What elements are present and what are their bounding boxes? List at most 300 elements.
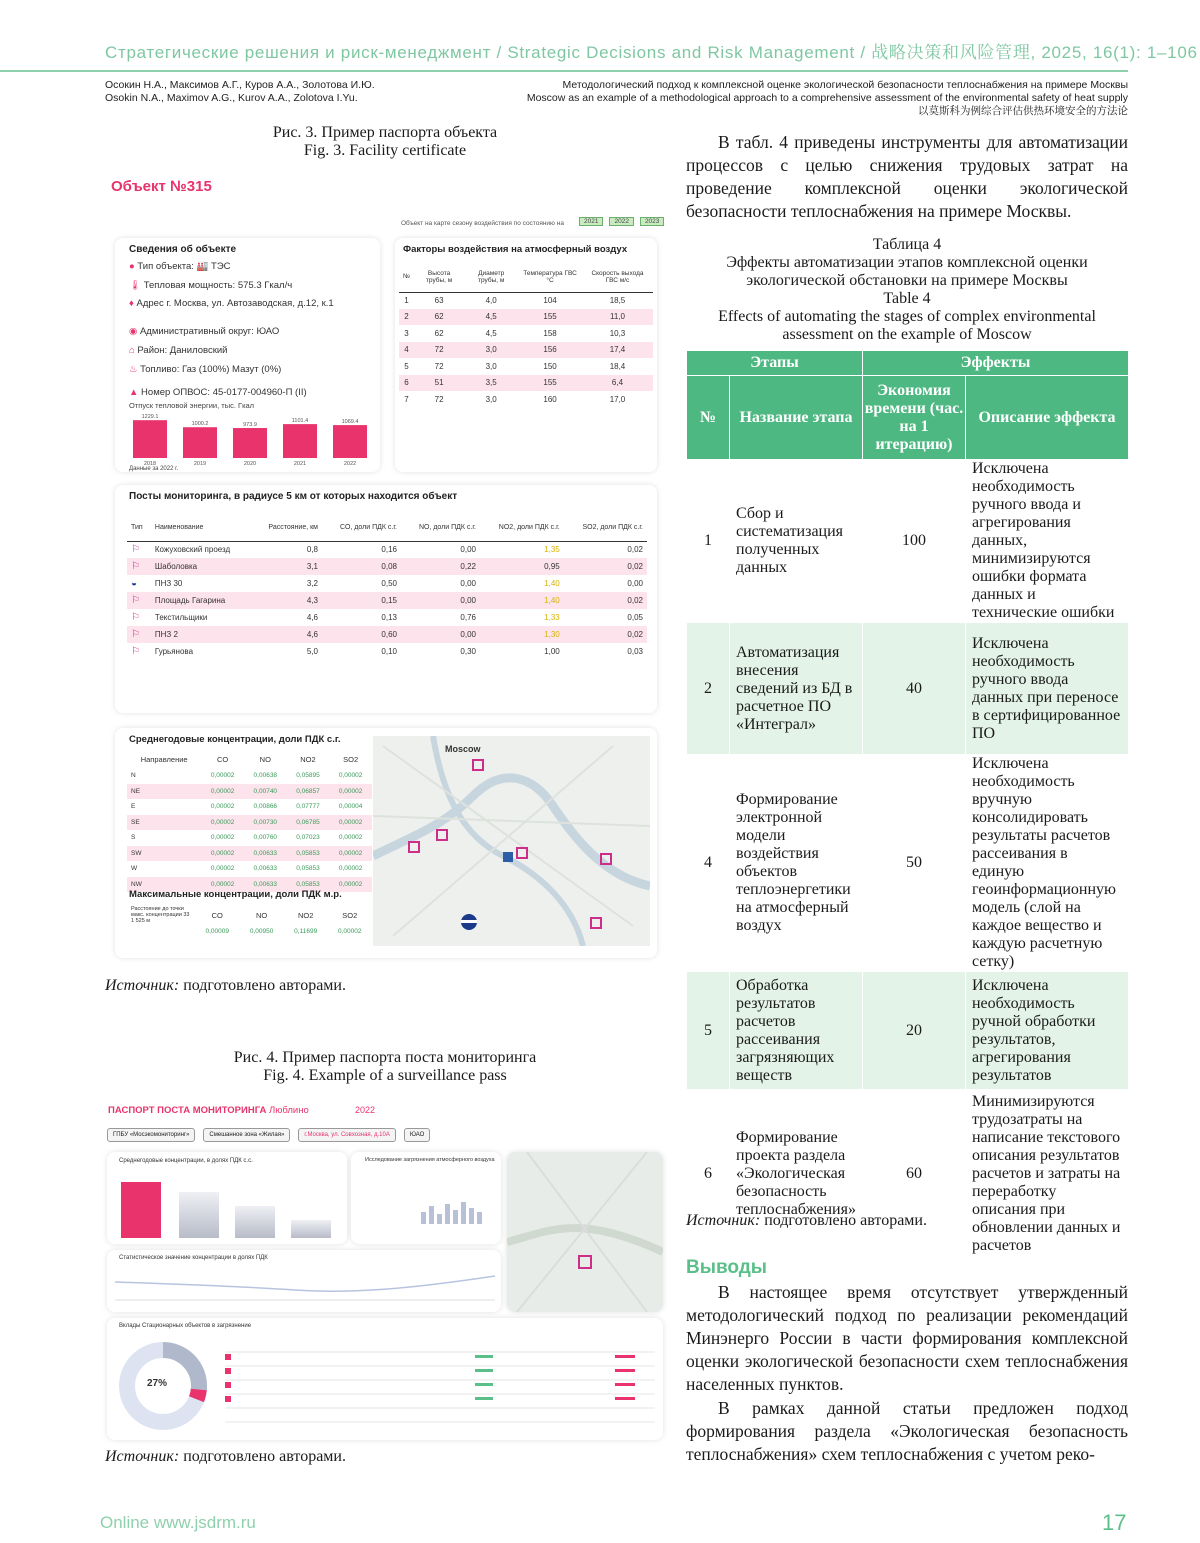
table4-col-no: № bbox=[687, 376, 730, 460]
facility-map[interactable] bbox=[373, 736, 650, 946]
post-value: 1,00 bbox=[544, 647, 560, 656]
fig3-source: Источник: подготовлено авторами. bbox=[105, 977, 346, 994]
annual-row bbox=[127, 815, 372, 831]
annual-value: 0,00002 bbox=[338, 834, 363, 842]
max-header-cell: NO bbox=[255, 910, 268, 920]
post-value: 0,15 bbox=[381, 596, 397, 605]
factors-cell: 6,4 bbox=[611, 378, 624, 388]
factors-cell: 3 bbox=[404, 328, 409, 338]
max-header-cell: Расстояние до точки макс. концентрации 33 1 525 м bbox=[131, 906, 190, 924]
running-title-en: Moscow as an example of a methodological approach to a comprehensive assessment of the environmental safety of heat supply bbox=[526, 92, 1128, 104]
annual-concentrations-table bbox=[127, 750, 372, 892]
emission-factors-table bbox=[399, 262, 653, 408]
post-value: 0,16 bbox=[381, 545, 397, 555]
annual-value: 0,00002 bbox=[210, 818, 235, 826]
conclusions-paragraph-1: В настоящее время отсутствует утвержденный методологический подход по реализации рекомендаций Минэнерго России в части формирования комплексной оценки экологической безопасности схем теплоснабжения населенных пунктов. bbox=[686, 1282, 1128, 1394]
conclusions-paragraph-2: В рамках данной статьи предложен подход формирования раздела «Экологическая безопасность теплоснабжения» схем теплоснабжения с учетом реко- bbox=[686, 1398, 1128, 1464]
year-2021-button[interactable]: 2021 bbox=[579, 217, 603, 226]
fig4-caption-ru: Рис. 4. Пример паспорта поста мониторинга bbox=[233, 1049, 537, 1066]
factors-cell: 72 bbox=[434, 345, 444, 355]
table4-cell-stage: Обработка результатов расчетов рассеивания загрязняющих веществ bbox=[730, 972, 863, 1090]
footer-website[interactable]: Online www.jsdrm.ru bbox=[100, 1513, 256, 1532]
factors-row bbox=[399, 342, 653, 359]
table4-source: Источник: подготовлено авторами. bbox=[686, 1212, 927, 1229]
release-bar-label: 973.9 bbox=[243, 422, 257, 429]
max-row bbox=[127, 924, 372, 938]
table4-row bbox=[687, 623, 1129, 755]
release-bar bbox=[333, 425, 367, 458]
data-note: Данные за 2022 г. bbox=[129, 466, 179, 472]
post-type-icon: ⚐ bbox=[131, 612, 140, 623]
factors-row bbox=[399, 325, 653, 342]
table4-cell-stage: Сбор и систематизация полученных данных bbox=[730, 460, 863, 623]
object-district: ◉ Административный округ: ЮАО bbox=[129, 326, 280, 337]
factors-cell: 3,5 bbox=[485, 378, 497, 388]
release-category-label: 2019 bbox=[193, 461, 207, 466]
factors-header-cell: Диаметр трубы, м bbox=[464, 262, 518, 292]
table4-group-stages: Этапы bbox=[687, 351, 863, 376]
max-value: 0,00002 bbox=[338, 927, 362, 935]
chip-district[interactable]: ЮАО bbox=[404, 1128, 430, 1142]
annual-value: 0,00002 bbox=[338, 865, 363, 873]
monitoring-posts-table bbox=[127, 515, 647, 660]
table4-cell-savings: 40 bbox=[862, 623, 965, 755]
table4-caption-ru-num: Таблица 4 bbox=[872, 236, 942, 253]
map-city-label: Moscow bbox=[445, 744, 481, 754]
map-graphic bbox=[373, 736, 650, 946]
post-value: 3,2 bbox=[306, 579, 318, 588]
release-bar-label: 1101.4 bbox=[291, 418, 309, 425]
running-title-zh: 以莫斯科为例综合评估供热环境安全的方法论 bbox=[918, 105, 1128, 117]
object-area: ⌂ Район: Даниловский bbox=[129, 345, 228, 356]
factors-row bbox=[399, 375, 653, 392]
chip-address[interactable]: г.Москва, ул. Совхозная, д.10А bbox=[298, 1128, 396, 1142]
post-type-icon: ⚐ bbox=[131, 595, 140, 606]
monitoring-posts-card bbox=[115, 485, 657, 713]
factors-header-cell: Скорость выхода ГВС м/с bbox=[582, 262, 653, 292]
posts-row bbox=[127, 592, 647, 609]
monitoring-posts-title: Посты мониторинга, в радиусе 5 км от которых находится объект bbox=[129, 491, 458, 502]
post-type-icon: ◒ bbox=[131, 578, 138, 589]
table4-row bbox=[687, 755, 1129, 972]
factors-cell: 4,5 bbox=[485, 328, 497, 338]
table4-cell-savings: 50 bbox=[862, 755, 965, 972]
annual-row bbox=[127, 861, 372, 877]
factors-cell: 10,3 bbox=[609, 328, 626, 338]
object-title: Объект №315 bbox=[111, 178, 212, 195]
post-type-icon: ⚐ bbox=[131, 629, 140, 640]
annual-value: 0,00002 bbox=[210, 865, 235, 873]
running-title bbox=[527, 79, 1128, 118]
bar-no bbox=[235, 1206, 275, 1238]
object-address: ♦ Адрес г. Москва, ул. Автозаводская, д.12, к.1 bbox=[129, 298, 334, 309]
factors-cell: 3,0 bbox=[485, 345, 497, 355]
fig4-caption-en: Fig. 4. Example of a surveillance pass bbox=[263, 1067, 507, 1084]
release-category-label: 2018 bbox=[143, 461, 157, 466]
max-spacer bbox=[127, 924, 195, 938]
release-category-label: 2022 bbox=[343, 461, 357, 466]
posts-row bbox=[127, 558, 647, 575]
post-value: 0,50 bbox=[381, 579, 397, 588]
post-name: ПНЗ 2 bbox=[154, 630, 178, 639]
pass-map[interactable] bbox=[507, 1152, 663, 1312]
fig3-caption bbox=[105, 124, 665, 160]
table4-body bbox=[687, 460, 1129, 1258]
annual-value: 0,06857 bbox=[296, 787, 320, 795]
pass-title: ПАСПОРТ ПОСТА МОНИТОРИНГА bbox=[108, 1105, 267, 1116]
factors-cell: 4,0 bbox=[485, 296, 497, 305]
factors-header-cell: Высота трубы, м bbox=[414, 262, 464, 292]
factors-header-row bbox=[399, 262, 653, 292]
table4-cell-no: 2 bbox=[687, 623, 730, 755]
surveillance-pass-figure bbox=[105, 1088, 665, 1443]
post-value: 1,30 bbox=[544, 630, 560, 639]
mini-bars bbox=[421, 1202, 482, 1224]
table4-caption-en-title: Effects of automating the stages of complex environmental assessment on the example of Moscow bbox=[718, 308, 1096, 343]
factors-cell: 155 bbox=[543, 378, 557, 388]
year-2022-button[interactable]: 2022 bbox=[609, 217, 633, 226]
post-value: 0,10 bbox=[381, 647, 397, 656]
annual-value: 0,00002 bbox=[210, 772, 235, 780]
post-name: Шаболовка bbox=[154, 562, 198, 571]
intro-paragraph: В табл. 4 приведены инструменты для автоматизации процессов с целью снижения трудовых затрат на проведение комплексной оценки экологической безопасности теплоснабжения на примере Москвы. bbox=[686, 132, 1128, 221]
factors-cell: 160 bbox=[543, 394, 557, 404]
factors-cell: 72 bbox=[434, 394, 444, 404]
fig4-source: Источник: подготовлено авторами. bbox=[105, 1448, 346, 1465]
table4-row bbox=[687, 972, 1129, 1090]
annual-value: 0,00730 bbox=[253, 818, 278, 826]
factors-cell: 62 bbox=[434, 328, 444, 338]
table4-cell-savings: 60 bbox=[862, 1090, 965, 1258]
factors-cell: 2 bbox=[404, 312, 409, 322]
release-bar bbox=[283, 424, 317, 458]
annual-value: 0,05853 bbox=[296, 865, 320, 873]
max-concentrations-title: Максимальные концентрации, доли ПДК м.р. bbox=[129, 889, 342, 900]
post-value: 0,02 bbox=[627, 545, 643, 555]
table4-cell-stage: Автоматизация внесения сведений из БД в расчетное ПО «Интеграл» bbox=[730, 623, 863, 755]
release-bar bbox=[133, 420, 167, 458]
post-value: 0,02 bbox=[627, 630, 643, 639]
post-name: Площадь Гагарина bbox=[154, 596, 226, 605]
factors-cell: 5 bbox=[404, 361, 409, 371]
post-value: 0,02 bbox=[627, 596, 643, 605]
max-concentrations-table bbox=[127, 906, 372, 938]
factors-row bbox=[399, 309, 653, 326]
factors-cell: 51 bbox=[434, 378, 444, 388]
factors-cell: 63 bbox=[434, 296, 444, 305]
post-type-icon: ⚐ bbox=[131, 646, 140, 657]
annual-value: 0,00002 bbox=[210, 849, 235, 857]
annual-row bbox=[127, 768, 372, 784]
factors-cell: 62 bbox=[434, 312, 444, 322]
posts-row bbox=[127, 626, 647, 643]
annual-value: 0,00002 bbox=[210, 803, 235, 811]
table4-cell-savings: 100 bbox=[862, 460, 965, 623]
table4-caption-ru-title: Эффекты автоматизации этапов комплексной оценки экологической обстановки на примере Москвы bbox=[726, 254, 1088, 289]
release-bar-label: 1069.4 bbox=[341, 419, 359, 426]
bar-co bbox=[179, 1192, 219, 1238]
pass-statistics-panel bbox=[107, 1250, 501, 1312]
annual-direction: N bbox=[131, 772, 136, 780]
max-header-cell: NO2 bbox=[297, 910, 314, 920]
factors-cell: 3,0 bbox=[485, 394, 497, 404]
annual-value: 0,00760 bbox=[253, 834, 278, 842]
post-value: 4,6 bbox=[306, 613, 318, 622]
table4-cell-no: 6 bbox=[687, 1090, 730, 1258]
annual-value: 0,00002 bbox=[338, 818, 363, 826]
factors-cell: 6 bbox=[404, 378, 409, 388]
annual-direction: SW bbox=[131, 849, 142, 857]
annual-row bbox=[127, 830, 372, 846]
pass-year[interactable]: 2022 bbox=[355, 1105, 376, 1115]
annual-value: 0,06785 bbox=[296, 818, 320, 826]
table4-cell-no: 1 bbox=[687, 460, 730, 623]
contribution-table-graphic bbox=[225, 1338, 655, 1434]
factors-cell: 104 bbox=[543, 296, 557, 305]
table4-col-stage: Название этапа bbox=[730, 376, 863, 460]
factors-cell: 156 bbox=[543, 345, 557, 355]
annual-value: 0,00638 bbox=[253, 772, 278, 780]
table4-group-effects: Эффекты bbox=[862, 351, 1128, 376]
fig3-caption-ru: Рис. 3. Пример паспорта объекта bbox=[272, 124, 498, 141]
factors-header-cell: № bbox=[399, 262, 414, 292]
table4-cell-desc: Исключена необходимость ручного ввода данных при переносе в сертифицированное ПО bbox=[965, 623, 1128, 755]
max-value: 0,11699 bbox=[294, 927, 318, 935]
factors-header-cell: Температура ГВС °С bbox=[518, 262, 582, 292]
post-value: 0,13 bbox=[381, 613, 397, 622]
factors-row bbox=[399, 391, 653, 408]
authors-ru: Осокин Н.А., Максимов А.Г., Куров А.А., Золотова И.Ю. bbox=[105, 79, 375, 91]
bar-so2 bbox=[291, 1220, 331, 1238]
post-value: 1,33 bbox=[544, 613, 560, 622]
post-value: 4,3 bbox=[306, 596, 318, 605]
post-value: 0,05 bbox=[627, 613, 643, 622]
bar-no2 bbox=[121, 1182, 161, 1238]
table4-cell-desc: Исключена необходимость вручную консолидировать результаты расчетов рассеивания в единую геоинформационную модель (слой на каждое вещество и каждую расчетную сетку) bbox=[965, 755, 1128, 972]
release-category-label: 2021 bbox=[293, 461, 307, 466]
posts-row bbox=[127, 643, 647, 660]
post-value: 1,40 bbox=[544, 596, 560, 605]
posts-header-cell: NO2, доли ПДК с.г. bbox=[480, 515, 564, 541]
annual-concentrations-title: Среднегодовые концентрации, доли ПДК с.г. bbox=[129, 734, 341, 745]
table4-cell-no: 5 bbox=[687, 972, 730, 1090]
annual-direction: W bbox=[131, 865, 138, 873]
annual-direction: S bbox=[131, 834, 136, 842]
post-value: 1,35 bbox=[544, 545, 560, 555]
factors-row bbox=[399, 292, 653, 309]
object-power: 🌡 Тепловая мощность: 575.3 Гкал/ч bbox=[129, 280, 293, 291]
pass-annual-title: Среднегодовые концентрации, в долях ПДК с.с. bbox=[119, 1158, 253, 1164]
annual-header-cell: SO2 bbox=[343, 754, 359, 764]
post-value: 3,1 bbox=[306, 562, 318, 571]
running-title-ru: Методологический подход к комплексной оценке экологической безопасности теплоснабжения на примере Москвы bbox=[562, 79, 1128, 91]
annual-value: 0,00004 bbox=[338, 803, 363, 811]
posts-header-cell: Тип bbox=[127, 515, 151, 541]
post-name: Кожуховский проезд bbox=[154, 545, 231, 555]
post-value: 0,00 bbox=[460, 579, 476, 588]
post-value: 0,00 bbox=[460, 545, 476, 555]
post-type-icon: ⚐ bbox=[131, 544, 140, 556]
factors-cell: 18,5 bbox=[609, 296, 626, 305]
object-fuel: ♨ Топливо: Газ (100%) Мазут (0%) bbox=[129, 364, 282, 375]
annual-value: 0,00002 bbox=[338, 787, 363, 795]
annual-value: 0,00633 bbox=[253, 865, 278, 873]
pass-subtitle: Люблино bbox=[269, 1105, 309, 1116]
post-name: Гурьянова bbox=[154, 647, 194, 656]
page-number: 17 bbox=[1102, 1510, 1127, 1535]
table4-cell-stage: Формирование проекта раздела «Экологическая безопасность теплоснабжения» bbox=[730, 1090, 863, 1258]
table4-cell-desc: Минимизируются трудозатраты на написание текстового описания результатов расчетов и затраты на переработку описания при обновлении данных и расчетов bbox=[965, 1090, 1128, 1258]
annual-header-cell: CO bbox=[217, 754, 229, 764]
max-value: 0,00950 bbox=[249, 927, 274, 935]
year-2023-button[interactable]: 2023 bbox=[640, 217, 664, 226]
object-permit: ▲ Номер ОПВОС: 45-0177-004960-П (II) bbox=[129, 387, 307, 398]
factors-cell: 11,0 bbox=[609, 312, 625, 322]
max-header-cell: SO2 bbox=[342, 910, 358, 920]
pass-annual-panel bbox=[107, 1152, 347, 1244]
year-toggle bbox=[579, 217, 664, 226]
object-type: ● Тип объекта: 🏭 ТЭС bbox=[129, 261, 231, 272]
annual-value: 0,00002 bbox=[338, 880, 363, 888]
release-bar-label: 1000.2 bbox=[191, 421, 209, 428]
annual-value: 0,00002 bbox=[210, 880, 235, 888]
object-info-card bbox=[115, 238, 380, 472]
annual-value: 0,00002 bbox=[338, 772, 363, 780]
annual-concentrations-card bbox=[115, 728, 657, 958]
factors-cell: 72 bbox=[434, 361, 444, 371]
pass-statistics-title: Статистическое значение концентрации в долях ПДК bbox=[119, 1255, 268, 1261]
factors-cell: 17,0 bbox=[609, 394, 626, 404]
post-value: 1,40 bbox=[544, 579, 560, 588]
release-bar bbox=[183, 427, 217, 458]
table4-cell-stage: Формирование электронной модели воздействия объектов теплоэнергетики на атмосферный воздух bbox=[730, 755, 863, 972]
annual-direction: E bbox=[131, 803, 136, 811]
post-value: 0,00 bbox=[627, 579, 643, 588]
factors-cell: 1 bbox=[404, 296, 409, 305]
max-header-row bbox=[127, 906, 372, 924]
table4-row bbox=[687, 1090, 1129, 1258]
annual-header-cell: Направление bbox=[140, 754, 188, 764]
pass-map-graphic bbox=[507, 1152, 663, 1312]
post-value: 0,22 bbox=[460, 562, 476, 571]
annual-value: 0,00002 bbox=[338, 849, 363, 857]
annual-value: 0,00002 bbox=[210, 787, 235, 795]
post-value: 0,76 bbox=[460, 613, 476, 622]
release-bar bbox=[233, 428, 267, 458]
table4-cell-desc: Исключена необходимость ручного ввода и агрегирования данных, минимизируются ошибки формата данных и технические ошибки bbox=[965, 460, 1128, 623]
chip-zone[interactable]: Смешанное зона «Жилая» bbox=[203, 1128, 290, 1142]
table4 bbox=[686, 350, 1129, 1258]
posts-header-row bbox=[127, 515, 647, 541]
fig3-caption-en: Fig. 3. Facility certificate bbox=[303, 142, 467, 159]
factors-cell: 18,4 bbox=[609, 361, 626, 371]
posts-header-cell: SO2, доли ПДК с.г. bbox=[564, 515, 647, 541]
factors-cell: 4 bbox=[404, 345, 409, 355]
max-value: 0,00009 bbox=[205, 927, 229, 935]
table4-col-savings: Экономия времени (час. на 1 итерацию) bbox=[862, 376, 965, 460]
post-value: 0,00 bbox=[460, 630, 476, 639]
annual-header-cell: NO2 bbox=[300, 754, 316, 764]
table4-caption-en-num: Table 4 bbox=[883, 290, 931, 307]
posts-header-cell: CO, доли ПДК с.г. bbox=[322, 515, 401, 541]
factors-cell: 158 bbox=[543, 328, 557, 338]
annual-value: 0,07023 bbox=[296, 834, 320, 842]
annual-value: 0,05853 bbox=[296, 880, 320, 888]
table4-cell-no: 4 bbox=[687, 755, 730, 972]
chip-operator[interactable]: ГПБУ «Мосэкомониторинг» bbox=[107, 1128, 195, 1142]
pass-investigation-panel bbox=[351, 1152, 501, 1244]
annual-direction: NE bbox=[131, 787, 141, 795]
post-value: 5,0 bbox=[306, 647, 318, 656]
post-type-icon: ⚐ bbox=[131, 561, 140, 572]
post-value: 0,03 bbox=[627, 647, 643, 656]
annual-value: 0,00740 bbox=[253, 787, 278, 795]
statistics-line-chart bbox=[115, 1268, 495, 1308]
release-bar-label: 1229.1 bbox=[141, 414, 159, 421]
annual-direction: NW bbox=[131, 880, 142, 888]
post-name: ПНЗ 30 bbox=[154, 579, 183, 588]
annual-value: 0,05853 bbox=[296, 849, 320, 857]
annual-header-row bbox=[127, 750, 372, 768]
factors-cell: 4,5 bbox=[485, 312, 497, 322]
pass-contribution-title: Вклады Стационарных объектов в загрязнение bbox=[119, 1323, 252, 1329]
post-value: 0,30 bbox=[460, 647, 476, 656]
annual-value: 0,00002 bbox=[210, 834, 235, 842]
annual-value: 0,00866 bbox=[253, 803, 278, 811]
posts-row bbox=[127, 541, 647, 558]
pass-chips bbox=[107, 1128, 430, 1142]
fig4-caption bbox=[105, 1049, 665, 1085]
post-name: Текстильщики bbox=[154, 613, 208, 622]
authors-en: Osokin N.A., Maximov A.G., Kurov A.A., Zolotova I.Yu. bbox=[105, 92, 358, 104]
posts-header-cell: Наименование bbox=[151, 515, 252, 541]
authors bbox=[105, 79, 375, 105]
annual-value: 0,00633 bbox=[253, 849, 278, 857]
pass-contribution-panel bbox=[107, 1318, 663, 1440]
object-info-title: Сведения об объекте bbox=[129, 244, 237, 255]
table4-row bbox=[687, 460, 1129, 623]
annual-row bbox=[127, 784, 372, 800]
factors-row bbox=[399, 358, 653, 375]
header-rule bbox=[0, 70, 1128, 72]
factors-cell: 3,0 bbox=[485, 361, 497, 371]
factors-cell: 155 bbox=[543, 312, 557, 322]
release-category-label: 2020 bbox=[243, 461, 257, 466]
emission-factors-title: Факторы воздействия на атмосферный воздух bbox=[403, 244, 628, 255]
table4-cell-savings: 20 bbox=[862, 972, 965, 1090]
table4-col-desc: Описание эффекта bbox=[965, 376, 1128, 460]
release-chart-label: Отпуск тепловой энергии, тыс. Гкал bbox=[129, 401, 255, 410]
post-value: 0,08 bbox=[381, 562, 397, 571]
annual-header-cell: NO bbox=[259, 754, 271, 764]
post-value: 0,00 bbox=[460, 596, 476, 605]
post-value: 0,60 bbox=[381, 630, 397, 639]
year-bar-label: Объект на карте сезону воздействия по состоянию на bbox=[401, 220, 564, 227]
posts-header-cell: NO, доли ПДК с.г. bbox=[401, 515, 480, 541]
emission-factors-card bbox=[395, 238, 657, 472]
heat-release-chart bbox=[125, 410, 375, 466]
annual-value: 0,05895 bbox=[296, 772, 320, 780]
posts-row bbox=[127, 575, 647, 592]
max-header-cell: CO bbox=[211, 910, 223, 920]
post-value: 0,02 bbox=[627, 562, 643, 571]
journal-header: Стратегические решения и риск-менеджмент / Strategic Decisions and Risk Management / 战略决策和风险管理, 2025, 16(1): 1–106 bbox=[105, 43, 1198, 62]
facility-certificate-figure bbox=[105, 170, 665, 972]
posts-header-cell: Расстояние, км bbox=[252, 515, 322, 541]
table4-cell-desc: Исключена необходимость ручной обработки результатов, агрегирования результатов bbox=[965, 972, 1128, 1090]
posts-row bbox=[127, 609, 647, 626]
conclusions-heading: Выводы bbox=[686, 1257, 768, 1278]
